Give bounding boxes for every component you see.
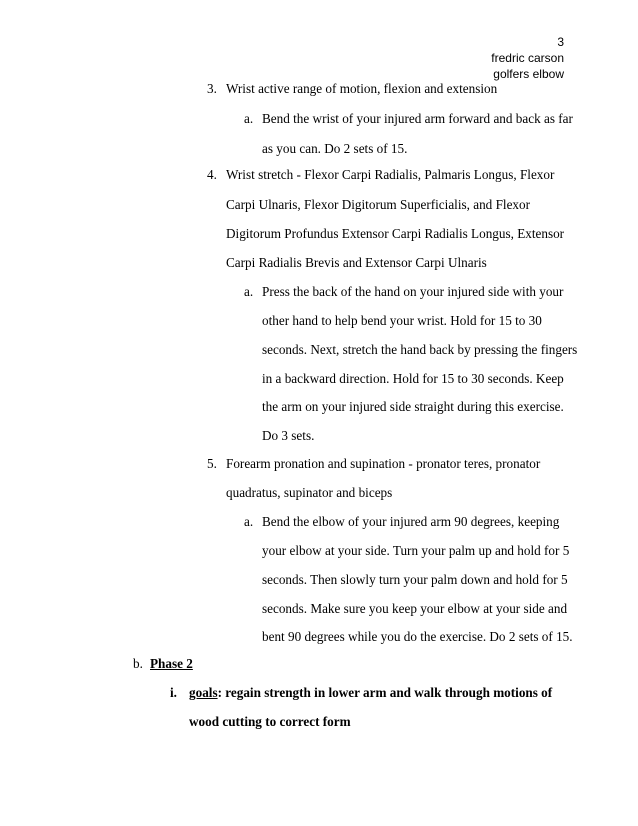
item-4-a-line: other hand to help bend your wrist. Hold for 15 to 30 [262,313,542,328]
item-3-title: Wrist active range of motion, flexion and extension [226,81,498,96]
item-4-title-line: Digitorum Profundus Extensor Carpi Radialis Longus, Extensor [226,226,565,241]
document-topic: golfers elbow [493,67,564,81]
item-5-a-line: seconds. Then slowly turn your palm down and hold for 5 [262,572,568,587]
item-5-title-line: Forearm pronation and supination - pronator teres, pronator [226,456,541,471]
item-4-a-line: seconds. Next, stretch the hand back by pressing the fingers [262,342,578,357]
goals-label: goals [189,685,218,700]
author-name: fredric carson [491,51,564,65]
item-4-a-line: in a backward direction. Hold for 15 to 30 seconds. Keep [262,371,564,386]
goals-text: : regain strength in lower arm and walk through motions of [217,685,553,700]
phase-2-heading: Phase 2 [150,656,193,671]
item-4-a-line: Press the back of the hand on your injured side with your [262,284,564,299]
item-4-a-label: a. [244,284,254,299]
item-4-number: 4. [207,167,217,182]
item-3-number: 3. [207,81,217,96]
item-4-title-line: Carpi Radialis Brevis and Extensor Carpi Ulnaris [226,255,487,270]
item-3-a-label: a. [244,111,254,126]
page-number: 3 [557,35,564,49]
goals-line [189,685,552,701]
item-3-a-line: as you can. Do 2 sets of 15. [262,141,408,156]
item-4-a-line: the arm on your injured side straight during this exercise. [262,399,564,414]
goals-text-continued: wood cutting to correct form [189,714,351,729]
goals-number: i. [170,685,177,700]
item-4-title-line: Carpi Ulnaris, Flexor Digitorum Superficialis, and Flexor [226,197,530,212]
phase-2-label: b. [133,656,143,671]
item-5-a-line: your elbow at your side. Turn your palm up and hold for 5 [262,543,570,558]
item-5-a-label: a. [244,514,254,529]
item-4-title-line: Wrist stretch - Flexor Carpi Radialis, Palmaris Longus, Flexor [226,167,555,182]
item-5-a-line: seconds. Make sure you keep your elbow at your side and [262,601,568,616]
item-3-a-line: Bend the wrist of your injured arm forward and back as far [262,111,573,126]
item-5-number: 5. [207,456,217,471]
item-5-title-line: quadratus, supinator and biceps [226,485,393,500]
item-4-a-line: Do 3 sets. [262,428,315,443]
page-header [491,34,564,82]
item-5-a-line: Bend the elbow of your injured arm 90 degrees, keeping [262,514,560,529]
item-5-a-line: bent 90 degrees while you do the exercise. Do 2 sets of 15. [262,629,573,644]
